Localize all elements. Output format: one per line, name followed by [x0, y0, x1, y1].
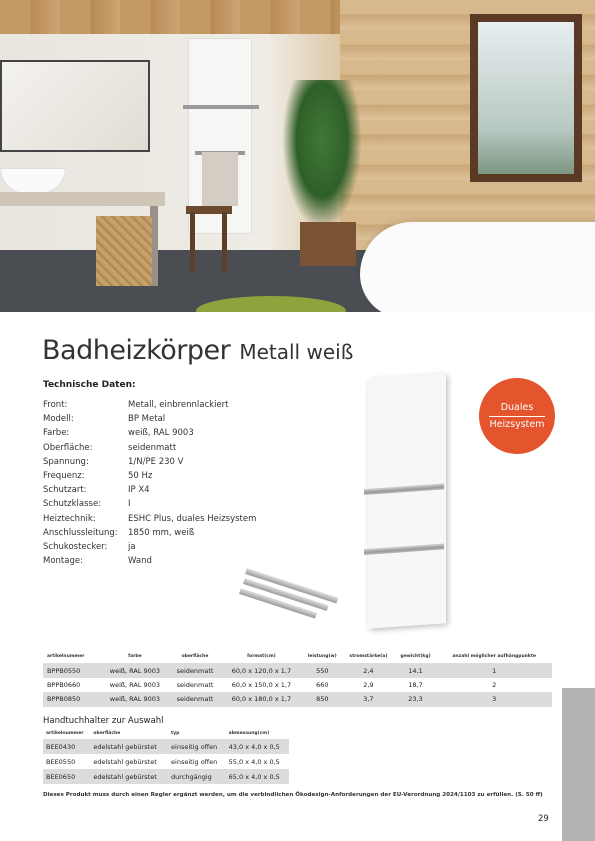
table-cell: 2 — [492, 680, 497, 689]
tech-data-list — [43, 398, 343, 568]
tech-row — [43, 441, 343, 455]
side-tab — [562, 688, 595, 841]
vanity-counter — [0, 192, 165, 206]
badge-line2: Heizsystem — [489, 418, 545, 430]
table-cell: edelstahl gebürstet — [90, 739, 168, 754]
column-header: oberfläche — [93, 730, 121, 736]
plant-pot — [300, 222, 356, 266]
tech-label: Modell: — [43, 414, 74, 425]
table-cell: weiß, RAL 9003 — [109, 680, 161, 689]
bathtub — [360, 222, 595, 312]
tech-row — [43, 455, 343, 469]
holders-heading: Handtuchhalter zur Auswahl — [43, 716, 164, 726]
title-sub: Metall weiß — [239, 340, 354, 364]
table-cell: 23,3 — [395, 692, 437, 707]
tech-value: ESHC Plus, duales Heizsystem — [128, 513, 257, 524]
plant — [282, 80, 362, 230]
table-cell: seidenmatt — [176, 680, 214, 689]
table-cell: edelstahl gebürstet — [93, 757, 157, 766]
table-cell: weiß, RAL 9003 — [100, 692, 169, 707]
towel — [202, 152, 238, 206]
tech-label: Montage: — [43, 556, 83, 567]
towel-holders-image — [236, 560, 344, 630]
column-header: anzahl möglicher aufhängpunkte — [452, 654, 537, 660]
hero-bathroom-photo — [0, 0, 595, 312]
tech-label: Frequenz: — [43, 471, 85, 482]
table-cell: BEE0550 — [46, 757, 76, 766]
heater-panel-image — [368, 373, 446, 628]
tech-label: Schukostecker: — [43, 541, 108, 552]
tech-row — [43, 426, 343, 440]
table-cell: BPPB0550 — [43, 663, 100, 678]
tech-value: 1850 mm, weiß — [128, 527, 195, 538]
tech-label: Schutzklasse: — [43, 499, 102, 510]
table-cell: 2,4 — [342, 663, 394, 678]
tech-label: Oberfläche: — [43, 442, 93, 453]
tech-label: Farbe: — [43, 428, 70, 439]
tech-row — [43, 412, 343, 426]
table-row — [43, 739, 289, 754]
table-cell: 2,9 — [363, 680, 374, 689]
column-header: format(cm) — [247, 654, 276, 660]
column-header: stromstärke(a) — [349, 654, 388, 660]
tech-row — [43, 398, 343, 412]
tech-value: I — [128, 499, 131, 510]
column-header: artikelnummer — [46, 730, 84, 736]
table-cell: durchgängig — [168, 769, 226, 784]
page-number: 29 — [538, 814, 549, 824]
table-row — [43, 678, 552, 693]
stool-leg — [222, 212, 227, 272]
tech-value: Wand — [128, 556, 152, 567]
table-cell: 43,0 x 4,0 x 0,5 — [226, 739, 289, 754]
table-cell: BEE0430 — [43, 739, 90, 754]
column-header: leistung(w) — [307, 654, 337, 660]
window — [470, 14, 582, 182]
tech-label: Schutzart: — [43, 485, 87, 496]
table-cell: BPPB0660 — [47, 680, 81, 689]
table-cell: 18,7 — [408, 680, 423, 689]
tech-row — [43, 497, 343, 511]
table-cell: 55,0 x 4,0 x 0,5 — [228, 757, 280, 766]
table-cell: 60,0 x 150,0 x 1,7 — [231, 680, 292, 689]
table-cell: BEE0650 — [43, 769, 90, 784]
tech-row — [43, 469, 343, 483]
table-cell: 14,1 — [395, 663, 437, 678]
table-cell: weiß, RAL 9003 — [100, 663, 169, 678]
tech-data-heading: Technische Daten: — [43, 380, 136, 390]
footnote: Dieses Produkt muss durch einen Regler ergänzt werden, um die verbindlichen Ökodesign-Anforderungen der EU-Verordnung 2024/1103 zu erfüllen. (S. 50 ff) — [43, 792, 543, 798]
tech-label: Front: — [43, 400, 68, 411]
tech-row — [43, 540, 343, 554]
holders-table — [43, 727, 289, 784]
table-cell: 60,0 x 180,0 x 1,7 — [220, 692, 302, 707]
table-cell: einseitig offen — [168, 739, 226, 754]
table-cell: 660 — [316, 680, 329, 689]
column-header: gewicht(kg) — [400, 654, 431, 660]
table-row — [43, 692, 552, 707]
towel-rail — [364, 483, 444, 495]
tech-label: Heiztechnik: — [43, 513, 96, 524]
tech-label: Spannung: — [43, 456, 89, 467]
tech-value: weiß, RAL 9003 — [128, 428, 194, 439]
table-cell: edelstahl gebürstet — [90, 769, 168, 784]
table-cell: 3 — [436, 692, 552, 707]
tech-row — [43, 483, 343, 497]
table-cell: 850 — [302, 692, 342, 707]
table-cell: 60,0 x 120,0 x 1,7 — [220, 663, 302, 678]
tech-value: IP X4 — [128, 485, 150, 496]
column-header: abmessung(cm) — [228, 730, 270, 736]
table-cell: 3,7 — [342, 692, 394, 707]
table-cell: 550 — [302, 663, 342, 678]
tech-value: Metall, einbrennlackiert — [128, 400, 229, 411]
towel-rail — [364, 543, 444, 555]
tech-value: ja — [128, 541, 136, 552]
tech-row — [43, 526, 343, 540]
table-cell: einseitig offen — [171, 757, 218, 766]
tech-value: 50 Hz — [128, 471, 153, 482]
wicker-basket — [96, 216, 152, 286]
page-title — [42, 335, 353, 366]
table-row — [43, 754, 289, 769]
tech-label: Anschlussleitung: — [43, 527, 118, 538]
tech-value: BP Metal — [128, 414, 166, 425]
title-main: Badheizkörper — [42, 335, 231, 366]
column-header: farbe — [128, 654, 142, 660]
table-row — [43, 663, 552, 678]
badge-line1: Duales — [500, 401, 534, 413]
tech-row — [43, 512, 343, 526]
stool-leg — [190, 212, 195, 272]
column-header: typ — [171, 730, 180, 736]
table-cell: 1 — [436, 663, 552, 678]
table-cell: 65,0 x 4,0 x 0,5 — [226, 769, 289, 784]
column-header: artikelnummer — [47, 654, 85, 660]
mirror — [0, 60, 150, 152]
table-cell: seidenmatt — [170, 692, 221, 707]
product-table — [43, 651, 552, 707]
column-header: oberfläche — [181, 654, 209, 660]
wash-basin — [0, 168, 66, 194]
tech-value: 1/N/PE 230 V — [128, 456, 184, 467]
table-cell: BPPB0850 — [43, 692, 100, 707]
dual-heating-badge — [479, 378, 555, 454]
table-row — [43, 769, 289, 784]
table-cell: seidenmatt — [170, 663, 221, 678]
tech-value: seidenmatt — [128, 442, 177, 453]
